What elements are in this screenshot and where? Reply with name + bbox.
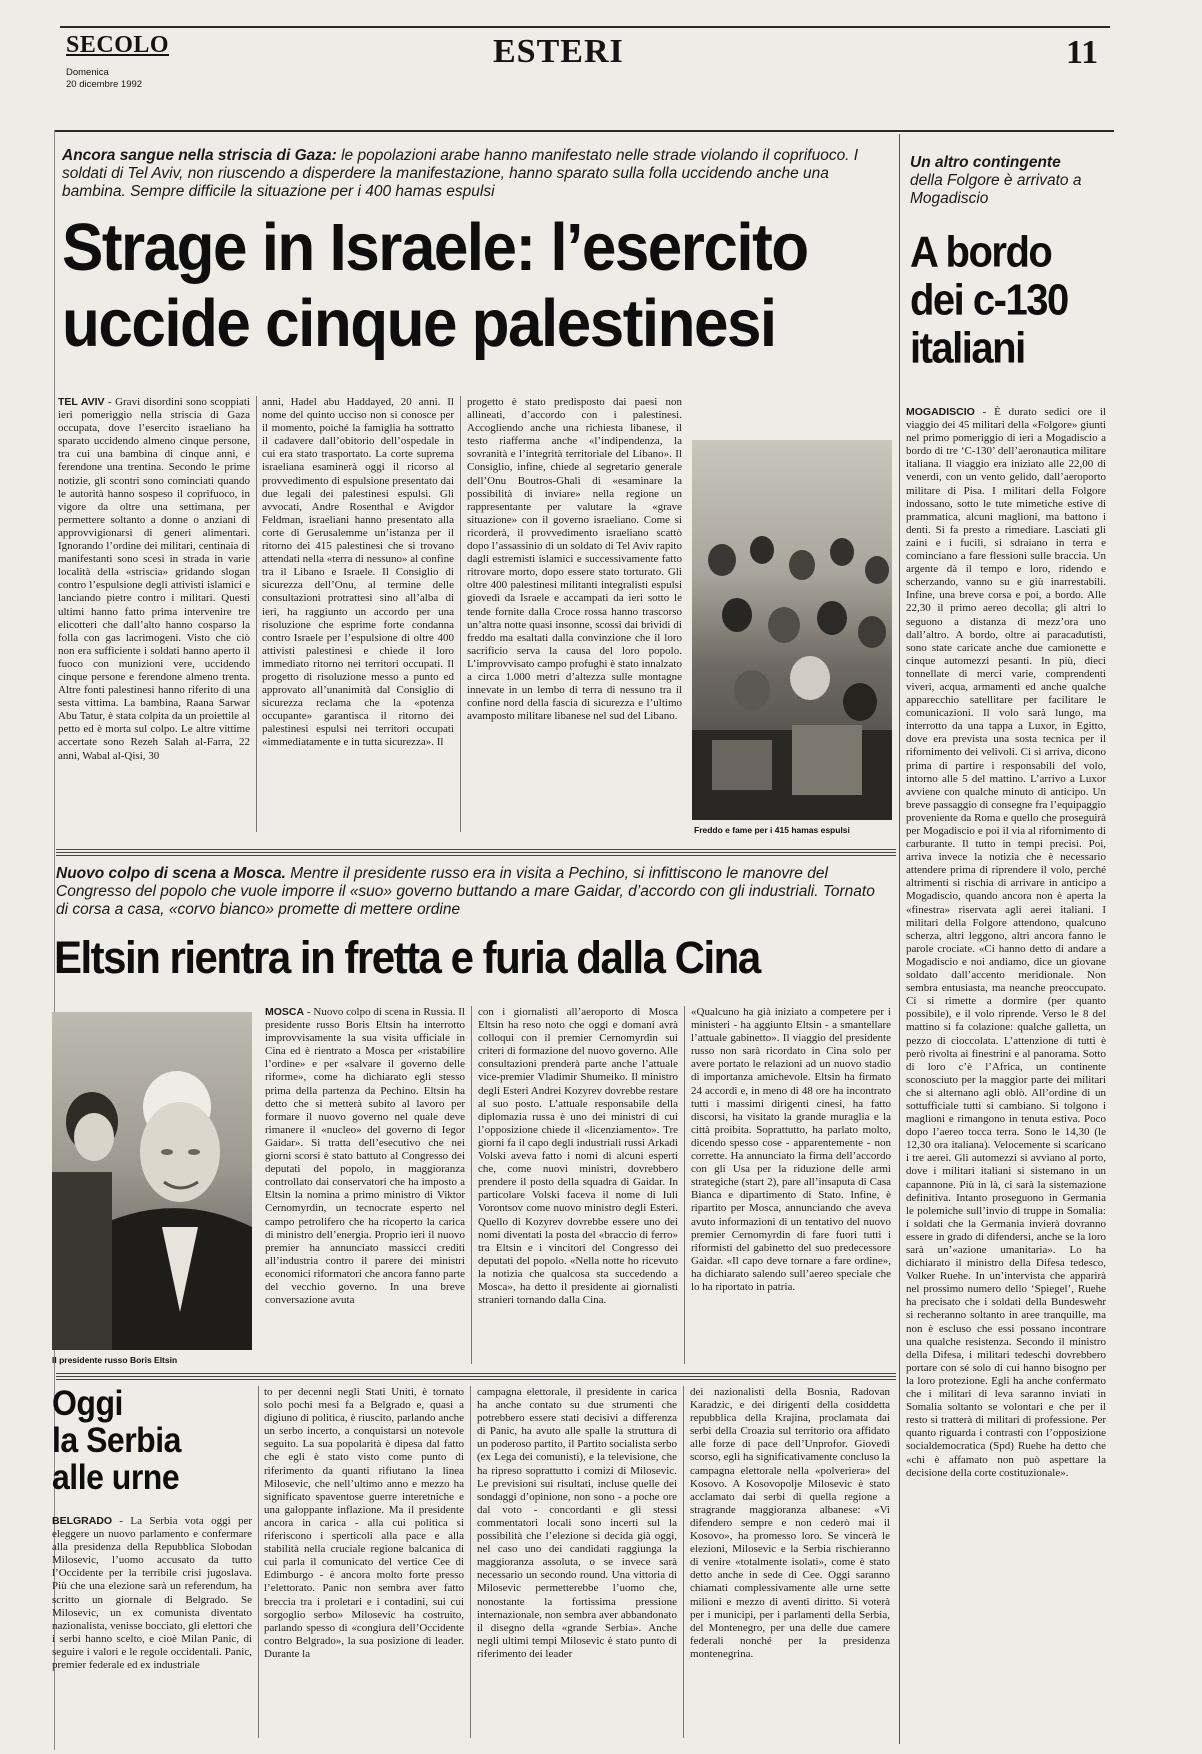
eltsin-body-col1: MOSCA - Nuovo colpo di scena in Russia. Il presidente russo Boris Eltsin ha interrotto improvvisamente la sua visita ufficiale in Cina ed è rientrato a Mosca per «ristabilire l’ordine» e per «salvare il governo delle riforme», come ha dichiarato egli stesso prima della partenza da Pechino. Eltsin ha detto che si metterà subito al lavoro per formare il nuovo governo nel quale deve rimanere il «nucleo» del governo di Iegor Gaidar». Si tratta dell’esecutivo che nei giorni scorsi è stato battuto al Congresso dei deputati del popolo, in maggioranza controllato dai conservatori che ha imposto a Eltsin la nomina a primo ministro di Viktor Cernomyrdin, un tecnocrate esperto nel campo petrolifero che ha ricoperto la carica di ministro dell’energia. Proprio ieri il nuovo premier ha annunciato massicci crediti all’industria contro il parere dei ministri economici riformatori che ancora fanno parte del vecchio governo. In una breve conversazione avuta [265,1006,465,1307]
masthead-day: Domenica [66,67,109,78]
folgore-dateline: MOGADISCIO [906,406,975,418]
serbia-dateline: BELGRADO [52,1515,113,1527]
folgore-headline-line1: A bordo [910,228,1052,277]
serbia-col-divider-1 [258,1386,259,1738]
serbia-body-col3: campagna elettorale, il presidente in carica ha anche contato su due strumenti che potrebbero essere stati decisivi a differenza di Panic, ha avuto alle spalle la struttura di un poderoso partito, il Partito socialista serbo (ex Lega dei comunisti), e la televisione, che ha ripreso soprattutto i comizi di Milosevic. Le previsioni sui risultati, incluse quelle dei sondaggi d’opinione, non sono - a poche ore dal voto - concordanti e gli stessi commentatori locali sono incerti sul la possibilità che l’elezione si decida già oggi, nel caso uno dei candidati raggiunga la maggioranza assoluta, o se invece sarà necessario un secondo round. Una vittoria di Milosevic permetterebbe l’uomo che, nonostante la fortissima pressione internazionale, non sembra aver abbandonato il disegno della «grande Serbia». Anche negli ultimi tempi Milosevic è stato punto di riferimento dei leader [477,1386,677,1660]
paper-name: SECOLO [66,32,170,58]
israel-headline-line1: Strage in Israele: l’esercito [62,210,808,286]
eltsin-photo-caption: Il presidente russo Boris Eltsin [52,1355,178,1365]
serbia-headline-line3: alle urne [52,1456,180,1497]
israel-dateline: TEL AVIV [58,396,105,408]
eltsin-body-col2: con i giornalisti all’aeroporto di Mosca Eltsin ha reso noto che oggi e domani avrà colloqui con il premier Cernomyrdin sui criteri di formazione del nuovo governo. Alle consultazioni prenderà parte anche l’attuale vice-premier Vladimir Shumeiko. Il ministro degli Esteri Andrei Kozyrev dovrebbe restare al suo posto. L’attuale responsabile della diplomazia russa è uno dei ministri di cui l’opposizione chiede il «licenziamento». Tre giorni fa il capo degli industriali russi Arkadi Volski aveva fatto i nomi di alcuni esperti che, come nuovi ministri, dovrebbero prendere il posto della squadra di Gaidar. In particolare Volski faceva il nome di Iuli Vorontsov come nuovo ministro degli Esteri. Quello di Kozyrev dovrebbe essere uno dei nomi diventati la posta del «braccio di ferro» tra Eltsin e i vincitori del Congresso dei deputati del popolo. «Nella notte ho ricevuto la notizia che qualcosa sta succedendo a Mosca», ha detto il presidente ai giornalisti stranieri tornando dalla Cina. [478,1006,678,1307]
serbia-col-divider-2 [470,1386,471,1738]
serbia-headline-line2: la Serbia [52,1419,181,1460]
israel-kicker-text: le popolazioni arabe hanno manifestato nelle strade violando il coprifuoco. I soldati di Tel Aviv, non riuscendo a disperdere la manifestazione, hanno sparato sulla folla uccidendo anche una bambina. Sempre difficile la situazione per i 400 hamas espulsi [62,147,859,200]
eltsin-kicker-text: Mentre il presidente russo era in visita a Pechino, si infittiscono le manovre del Congresso del popolo che vuole imporre il «suo» governo buttando a mare Gaidar, d’accordo con gli industriali. Tornato di corsa a casa, «corvo bianco» promette di mettere ordine [56,865,875,918]
section-title: ESTERI [493,33,624,70]
folgore-body: MOGADISCIO - È durato sedici ore il viaggio dei 45 militari della «Folgore» giunti nel primo pomeriggio di ieri a Mogadiscio a bordo di tre ‘C-130’ dell’aeronautica militare italiana. Il viaggio era iniziato alle 22,00 di venerdì, con un vento gelido, dall’aeroporto militare di Pisa. I militari della Folgore indossano, sotto le tute mimetiche estive di prammatica, alcuni maglioni, ma battono i denti. Si fa presto a rimediare. Lasciati gli zaini e i fucili, si sdraiano in terra e cominciano a fare flessioni sulle braccia. Un argente dà il tempo e loro, ridendo e scherzando, vanno su e giù inarrestabili. Infine, una breve corsa e poi, a bordo. Alle 22,30 il primo aereo decolla; gli altri lo seguono a distanza di mezz’ora uno dall’altro. A bordo, oltre ai paracadutisti, sono state caricate anche due camionette e cinque automezzi pesanti. In più, dieci tonnellate di merci varie, comprendenti viveri, acqua, armamenti ed anche qualche apparecchio satellitare per facilitare le comunicazioni. Il volo sarà lungo, ma interrotto da una tappa a Luxor, in Egitto, dove era prevista una sosta tecnica per il rifornimento dei velivoli. Ci si arriva, dicono prima di partire i responsabili del volo, intorno alle 5 del mattino. L’arrivo a Luxor avviene con qualche minuto di anticipo. Un breve passaggio di consegne fra l’equipaggio proveniente da Roma e quello che proseguirà per Mogadiscio e poi il via al rifornimento di carburante. Il tutto in tempi precisi. Poi, arriva invece la notizia che è necessario attendere prima di riprendere il volo, perché altrimenti si rischia di arrivare in anticipo a Mogadiscio, quando ancora non è aperta la «finestra» riservata agli aerei italiani. I militari della Folgore attendono, qualcuno scherza, altri leggono, altri ancora fanno le parole crociate. «Ci hanno detto di andare a Mogadiscio e noi andiamo, dice un giovane soldato dall’accento meridionale. Non sembra entusiasta, ma neanche preoccupato. Ci si rimette a dormire (per quanto possibile), e il volo riprende. Verso le 8 del mattino si fa colazione: qualche galletta, un pezzo di cioccolata. L’attenzione di tutti è però rivolta ai finestrini e al panorama. Sotto di loro c’è l’Africa, un continente sconosciuto per la maggior parte dei militari che si alternano agli oblò. All’ordine di un sottufficiale tutti si cambiano. Si tolgono i maglioni e rimangono in tenuta estiva. Poco dopo l’aereo tocca terra. Sono le 14,30 (le 12,30 ora italiana). Velocemente si scaricano i tre aerei. Gli automezzi si avviano al porto, dove i militari italiani si sistemano in un capannone. Più in là, ci sarà la sistemazione definitiva. Intanto proseguono in Germania le polemiche sull’invio di truppe in Somalia: i soldati che la Germania invierà dovranno essere in grado di difendersi, anche se la loro sarà un’«azione umanitaria». Lo ha dichiarato il ministro della Difesa tedesco, Volker Ruehe. In un’intervista che apparirà nel prossimo numero dello ‘Spiegel’, Ruehe ha precisato che i soldati della Bundeswehr si recheranno soltanto in aree tranquille, ma non è escluso che essi possano incontrare una qualche resistenza. Secondo il ministro della Difesa, i militari tedeschi dovrebbero portare con sé solo di cui hanno bisogno per la loro protezione. Egli ha anche confermato che i militari di leva saranno inviati in Somalia soltanto se volontari e che per il resto si tratterà di militari di professione. Per quanto riguarda i contrasti con l’opposizione socialdemocratica (Spd) Ruehe ha detto che «chi è affamato non può aspettare la decisione della corte costituzionale». [906,406,1106,1479]
folgore-headline-line3: italiani [910,324,1025,373]
folgore-kicker [910,154,1106,208]
masthead-date: 20 dicembre 1992 [66,79,143,90]
folgore-article [900,130,1114,1750]
israel-body-col3: progetto è stato predisposto dai paesi non allineati, d’accordo con i palestinesi. Accogliendo anche una richiesta libanese, il testo riafferma anche «l’indipendenza, la sovranità e l’integrità territoriale del Libano». Il Consiglio, infine, chiede al segretario generale dell’Onu Boutros-Ghali di «esaminare la possibilità di inviare» nella regione un rappresentante per valutare la «grave situazione» con il governo israeliano. Come si ricorderà, il provvedimento israeliano scattò dopo l’assassinio di un soldato di Tel Aviv rapito dagli estremisti islamici e successivamente fatto ritrovare morto, dopo essere stato torturato. Gli oltre 400 palestinesi militanti integralisti espulsi giovedì da Israele e accampati da ieri sotto le tende fornite dalla Croce rossa hanno trascorso un’altra notte quasi insonne, scossi dai brividi di freddo ma esaltati dalla convinzione che il loro sacrificio serva la causa del loro popolo. L’improvvisato campo profughi è stato innalzato a circa 1.000 metri d’altezza sulle montagne innevate in un lembo di terra di nessuno tra il confine nord della fascia di sicurezza e l’ultimo avamposto militare libanese nel sud del Libano. [467,396,682,723]
page-number: 11 [1066,34,1099,71]
hamas-photo-caption: Freddo e fame per i 415 hamas espulsi [694,825,850,835]
serbia-body-col2: to per decenni negli Stati Uniti, è tornato solo pochi mesi fa a Belgrado e, quasi a digiuno di politica, è riuscito, parlando anche un serbo incerto, a conquistarsi un notevole seguito. La sua popolarità è dipesa dal fatto che egli è stato visto come punto di riferimento da quanti rifiutano la linea Milosevic, che nell’ultimo anno e mezzo ha significato spaventose guerre interetniche e una galoppante inflazione. Ma il presidente ancora in carica - alla cui politica si riferiscono i sperticoli alla pace e alla stabilità nella cruciale regione balcanica di cui parla il comunicato del vertice Cee di Edimburgo - è ancora molto forte presso l’elettorato. Panic non sembra aver fatto breccia tra i proletari e i contadini, sui cui sorgoglio serbo» Milosevic ha costruito, parlando spesso di «congiura dell’Occidente contro Belgrado», la sua posizione di leader. Durante la [264,1386,464,1660]
eltsin-kicker-lead: Nuovo colpo di scena a Mosca. [56,865,286,882]
serbia-col-divider-3 [683,1386,684,1738]
serbia-body-col4: dei nazionalisti della Bosnia, Radovan Karadzic, e dei dirigenti della cosiddetta repubblica della Krajina, proclamata dai serbi della Croazia sul territorio ora affidato alle forze di pace dell’Unprofor. Giovedì scorso, egli ha significativamente concluso la campagna elettorale nella «polveriera» del Kosovo. A Kosovopolje Milosevic è stato acclamato dai serbi di quella regione a stragrande maggioranza albanese: «Vi difendero sempre e non cederò mai il Kosovo», ha promesso loro. Se vincerà le elezioni, Milosevic e la Serbia rischieranno di venire «totalmente isolati», come è stato detto anche in sede di Cee. Oggi saranno chiamati complessivamente alle urne sette milioni e mezzo di aventi diritto. Si voterà per i municipi, per i parlamenti della Serbia, del Montenegro, per una delle due camere federali nonché per la presidenza montenegrina. [690,1386,890,1660]
israel-body-col2: anni, Hadel abu Haddayed, 20 anni. Il nome del quinto ucciso non si conosce per il momento, poiché la famiglia ha sottratto il cadavere dall’obitorio dell’ospedale in cui era stato trasportato. La corte suprema israeliana esaminerà oggi il ricorso al provvedimento di espulsione presentato dai due legali dei palestinesi espulsi. Gli avvocati, Andre Rosenthal e Avigdor Feldman, israeliani hanno presentato alla corte di Gerusalemme un’istanza per il ritorno dei 415 palestinesi che si trovano attendati nella «terra di nessuno» al confine tra il Libano e Israele. Il Consiglio di sicurezza dell’Onu, al termine delle consultazioni protrattesi sino all’alba di ieri, ha raggiunto un accordo per una risoluzione che esprime forte condanna contro Israele per l’espulsione di oltre 400 attivisti palestinesi e chiede il loro immediato ritorno nei territori occupati. Il progetto di risoluzione messo a punto ed approvato all’unanimità dal Consiglio di sicurezza reclama che la «potenza occupante» garantisca il ritorno dei palestinesi espulsi nei territori occupati «immediatamente e in tutta sicurezza». Il [262,396,454,749]
folgore-kicker-text: della Folgore è arrivato a Mogadiscio [910,172,1082,207]
serbia-headline-line1: Oggi [52,1382,123,1423]
folgore-kicker-lead: Un altro contingente [910,154,1061,171]
eltsin-body-col3: «Qualcuno ha già iniziato a competere per i ministeri - ha aggiunto Eltsin - a smantellare l’attuale gabinetto». Il viaggio del presidente russo non sarà ricordato in Cina solo per avere portato le relazioni ad un nuovo stadio di importanza amichevole. Eltsin ha firmato 24 accordi e, in meno di 48 ore ha incontrato tutti i massimi dirigenti cinesi, ha fatto discorsi, ha visitato la grande muraglia e la città proibita. Soprattutto, ha parlato molto, dicendo spesso cose - apparentemente - non corrette. Ha annunciato la firma dell’accordo con gli Usa per la riduzione delle armi strategiche (start 2), pare all’insaputa di Casa Bianca e dipartimento di Stato. Infine, è ripartito per Mosca, annunciando che aveva avuto informazioni di un tentativo del nuovo premier Cernomyrdin di fare fuori tutti i riformisti del gabinetto del suo predecessore Gaidar. «Il capo deve tornare a fare ordine», ha dichiarato salendo sull’aereo speciale che lo ha riportato in patria. [691,1006,891,1293]
eltsin-dateline: MOSCA [265,1006,305,1018]
israel-headline-line2: uccide cinque palestinesi [62,286,776,362]
israel-kicker-lead: Ancora sangue nella striscia di Gaza: [62,147,337,164]
eltsin-headline: Eltsin rientra in fretta e furia dalla Cina [54,932,760,983]
israel-body-col1: TEL AVIV - Gravi disordini sono scoppiati ieri pomeriggio nella striscia di Gaza occupata, dove l’esercito israeliano ha sparato uccidendo almeno cinque persone, tra cui una bambina di cinque anni, e ferendone una trentina. Secondo le prime notizie, gli scontri sono cominciati quando le autorità hanno sospeso il coprifuoco, in vigore da oltre una settimana, per permettere soltanto a donne o anziani di approvvigionarsi di generi alimentari. Ignorando l’ordine dei militari, centinaia di manifestanti sono scesi in strada in varie località della «striscia» gridando slogan contro l’espulsione degli attivisti islamici e lanciando pietre contro i militari. Questi ultimi hanno fatto prima intervenire tre elicotteri che dall’alto hanno cosparso la folla con gas lacrimogeni. Visto che ciò non era sufficiente i soldati hanno aperto il fuoco con munizioni vere, uccidendo cinque persone e ferendone almeno trenta. Altre fonti palestinesi hanno riferito di una sesta vittima. La bambina, Raana Sarwar Abu Tatur, è stata colpita da un proiettile al petto ed è morta sul colpo. Le altre vittime accertate sono Rezeh Salah al-Farra, 22 anni, Wabal al-Qisi, 30 [58,396,250,762]
serbia-body-col1: BELGRADO - La Serbia vota oggi per eleggere un nuovo parlamento e confermare alla presidenza della Repubblica Slobodan Milosevic, l’uomo accusato da tutto l’Occidente per la terribile crisi jugoslava. Più che una elezione sarà un referendum, ha scritto un giornale di Belgrado. Se Milosevic, un ex comunista diventato nazionalista, venisse bocciato, gli elettori che i serbi hanno scelto, e cioè Milan Panic, di seguire i valori e le regole occidentali. Panic, premier federale ed ex industriale [52,1515,252,1672]
folgore-headline-line2: dei c-130 [910,276,1068,325]
